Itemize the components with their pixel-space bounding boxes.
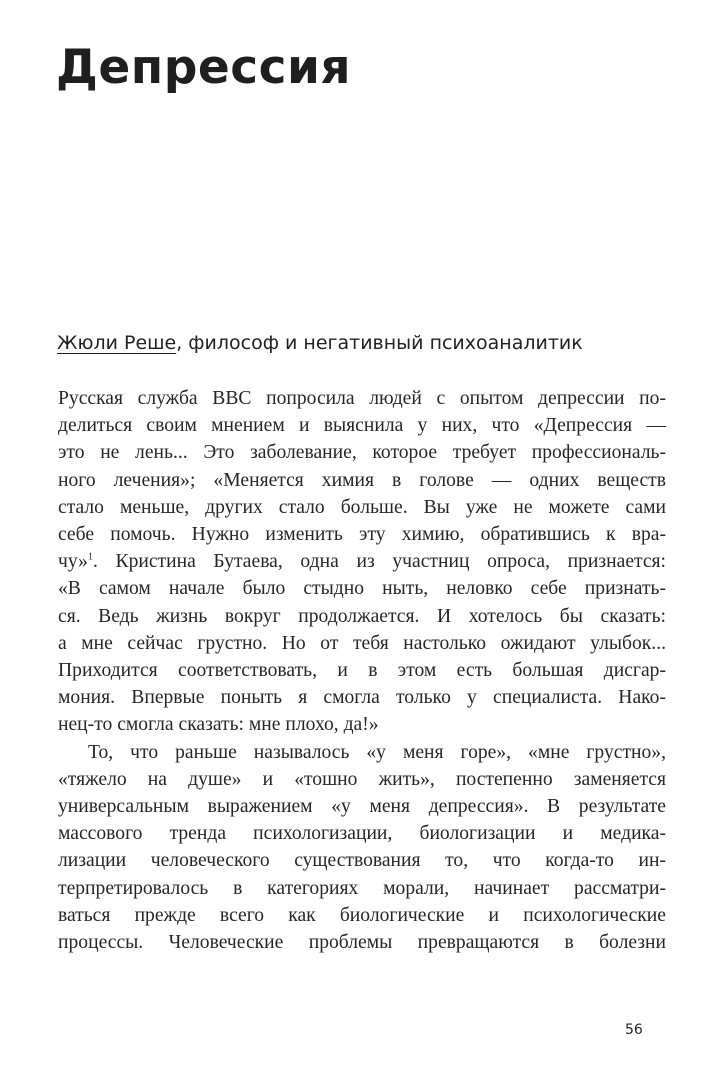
text-line: ся. Ведь жизнь вокруг продолжается. И хотелось бы сказать: <box>58 605 666 627</box>
chapter-title: Депрессия <box>56 40 352 95</box>
text-line: терпретировалось в категориях морали, начинает рассматри- <box>58 877 666 899</box>
text-line: «тяжело на душе» и «тошно жить», постепенно заменяется <box>58 768 666 790</box>
author-name: Жюли Реше <box>57 332 177 354</box>
text-line: это не лень... Это заболевание, которое требует профессиональ- <box>58 442 666 464</box>
text-line: То, что раньше называлось «у меня горе», «мне грустно», <box>88 741 666 763</box>
text-line: универсальным выражением «у меня депрессия». В результате <box>58 796 666 818</box>
page-number: 56 <box>625 1022 643 1038</box>
body-text <box>58 385 666 956</box>
text-fragment: чу» <box>58 551 88 573</box>
text-fragment: . Кристина Бутаева, одна из участниц опроса, признается: <box>92 551 666 573</box>
text-line: массового тренда психологизации, биологизации и медика- <box>58 823 666 845</box>
text-line-with-footnote <box>58 548 666 575</box>
author-line <box>57 330 583 356</box>
text-line: ного лечения»; «Меняется химия в голове — одних веществ <box>58 469 666 491</box>
text-line: процессы. Человеческие проблемы превращаются в болезни <box>58 932 666 954</box>
text-line: а мне сейчас грустно. Но от тебя настолько ожидают улыбок... <box>58 632 666 654</box>
paragraph-2 <box>58 739 666 957</box>
text-line: делиться своим мнением и выяснила у них, что «Депрессия — <box>58 415 666 437</box>
author-role: , философ и негативный психоаналитик <box>176 332 583 354</box>
text-line: Приходится соответствовать, и в этом есть большая дисгар- <box>58 660 666 682</box>
text-line: себе помочь. Нужно изменить эту химию, обратившись к вра- <box>58 524 666 546</box>
text-line: стало меньше, других стало больше. Вы уже не можете сами <box>58 496 666 518</box>
text-line: лизации человеческого существования то, что когда-то ин- <box>58 850 666 872</box>
footnote-reference[interactable]: 1 <box>87 551 93 563</box>
text-line: Русская служба BBC попросила людей с опытом депрессии по- <box>58 388 666 409</box>
text-line: ваться прежде всего как биологические и психологические <box>58 904 666 926</box>
paragraph-1 <box>58 385 666 739</box>
text-line: мония. Впервые поныть я смогла только у специалиста. Нако- <box>58 687 666 709</box>
text-line: нец-то смогла сказать: мне плохо, да!» <box>58 714 379 736</box>
text-line: «В самом начале было стыдно ныть, неловко себе признать- <box>58 578 666 600</box>
